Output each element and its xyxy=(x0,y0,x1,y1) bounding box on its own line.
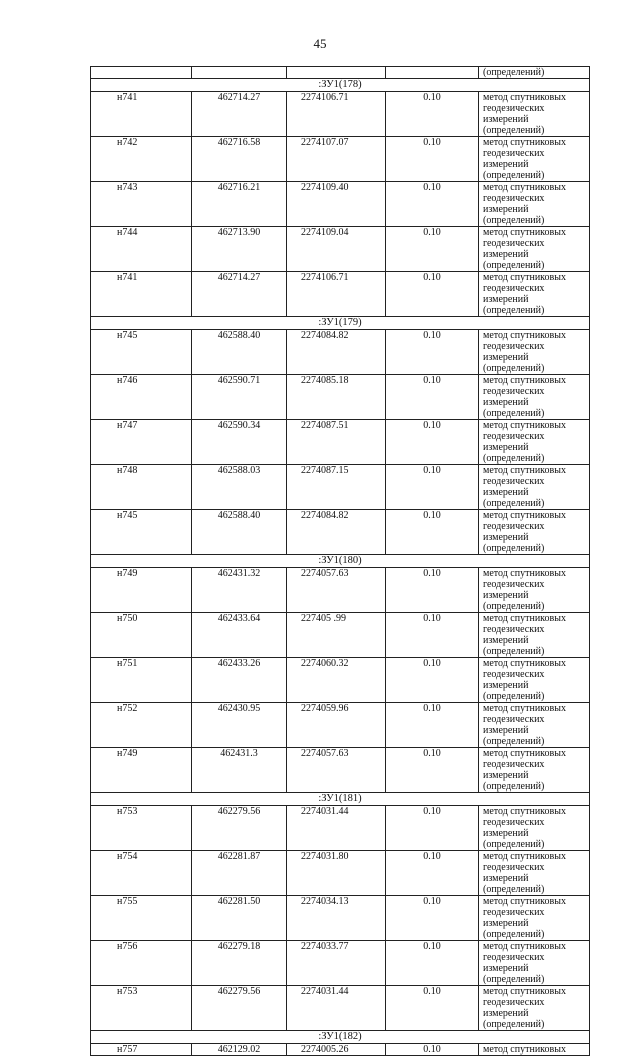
error-cell: 0.10 xyxy=(386,420,479,465)
x-cell: 462279.56 xyxy=(192,986,287,1031)
y-cell: 2274033.77 xyxy=(287,941,386,986)
method-cell xyxy=(479,137,590,182)
method-line: метод спутниковых xyxy=(483,568,566,579)
table-row xyxy=(91,851,590,896)
point-cell: н742 xyxy=(91,137,192,182)
method-cell xyxy=(479,227,590,272)
table-row xyxy=(91,613,590,658)
method-line: метод спутниковых xyxy=(483,613,566,624)
method-line: геодезических измерений xyxy=(483,238,545,260)
y-cell: 2274084.82 xyxy=(287,510,386,555)
y-cell xyxy=(287,67,386,79)
point-cell: н745 xyxy=(91,330,192,375)
error-cell: 0.10 xyxy=(386,375,479,420)
error-cell: 0.10 xyxy=(386,986,479,1031)
y-cell: 2274031.44 xyxy=(287,806,386,851)
x-cell: 462281.87 xyxy=(192,851,287,896)
method-line: метод спутниковых xyxy=(483,375,566,386)
y-cell: 2274107.07 xyxy=(287,137,386,182)
error-cell: 0.10 xyxy=(386,568,479,613)
x-cell: 462588.40 xyxy=(192,330,287,375)
point-cell xyxy=(91,67,192,79)
method-line: (определений) xyxy=(483,125,545,136)
table-row xyxy=(91,92,590,137)
error-cell: 0.10 xyxy=(386,748,479,793)
table-row xyxy=(91,375,590,420)
method-cell xyxy=(479,420,590,465)
table-row xyxy=(91,137,590,182)
point-cell: н750 xyxy=(91,613,192,658)
error-cell: 0.10 xyxy=(386,182,479,227)
x-cell: 462713.90 xyxy=(192,227,287,272)
error-cell: 0.10 xyxy=(386,613,479,658)
point-cell: н753 xyxy=(91,806,192,851)
table-row xyxy=(91,1044,590,1056)
method-line: геодезических измерений xyxy=(483,386,545,408)
method-line: метод спутниковых xyxy=(483,658,566,669)
method-line: (определений) xyxy=(483,1019,545,1030)
method-line: (определений) xyxy=(483,884,545,895)
y-cell: 2274031.44 xyxy=(287,986,386,1031)
point-cell: н749 xyxy=(91,748,192,793)
point-cell: н757 xyxy=(91,1044,192,1056)
x-cell: 462590.34 xyxy=(192,420,287,465)
page-number: 45 xyxy=(313,36,327,51)
x-cell: 462716.21 xyxy=(192,182,287,227)
section-title: :ЗУ1(182) xyxy=(91,1031,590,1044)
method-line: геодезических измерений xyxy=(483,669,545,691)
method-cell xyxy=(479,748,590,793)
point-cell: н755 xyxy=(91,896,192,941)
table-row xyxy=(91,272,590,317)
error-cell: 0.10 xyxy=(386,806,479,851)
method-line: геодезических измерений xyxy=(483,103,545,125)
x-cell: 462431.32 xyxy=(192,568,287,613)
method-line: геодезических измерений xyxy=(483,431,545,453)
section-header-row xyxy=(91,1031,590,1044)
table-row xyxy=(91,703,590,748)
method-line: (определений) xyxy=(483,601,545,612)
method-line: (определений) xyxy=(483,453,545,464)
section-header-row xyxy=(91,555,590,568)
table-row xyxy=(91,330,590,375)
y-cell: 2274057.63 xyxy=(287,748,386,793)
section-title: :ЗУ1(178) xyxy=(91,79,590,92)
method-line: (определений) xyxy=(483,646,545,657)
x-cell: 462129.02 xyxy=(192,1044,287,1056)
table-row xyxy=(91,510,590,555)
y-cell: 2274087.51 xyxy=(287,420,386,465)
method-cell xyxy=(479,896,590,941)
method-line: метод спутниковых xyxy=(483,420,566,431)
y-cell: 2274109.40 xyxy=(287,182,386,227)
method-line: геодезических измерений xyxy=(483,759,545,781)
method-line: геодезических измерений xyxy=(483,907,545,929)
table-row xyxy=(91,568,590,613)
error-cell: 0.10 xyxy=(386,137,479,182)
point-cell: н747 xyxy=(91,420,192,465)
method-line: геодезических измерений xyxy=(483,521,545,543)
method-line: (определений) xyxy=(483,498,545,509)
table-row xyxy=(91,896,590,941)
x-cell: 462279.18 xyxy=(192,941,287,986)
table-row xyxy=(91,182,590,227)
method-line: (определений) xyxy=(483,839,545,850)
method-line: геодезических измерений xyxy=(483,341,545,363)
error-cell: 0.10 xyxy=(386,941,479,986)
table-row-continuation xyxy=(91,67,590,79)
x-cell: 462433.64 xyxy=(192,613,287,658)
y-cell: 2274034.13 xyxy=(287,896,386,941)
method-cell xyxy=(479,703,590,748)
section-header-row xyxy=(91,793,590,806)
x-cell: 462588.40 xyxy=(192,510,287,555)
method-line: геодезических измерений xyxy=(483,997,545,1019)
method-line: (определений) xyxy=(483,736,545,747)
method-line: метод спутниковых xyxy=(483,806,566,817)
method-line: метод спутниковых xyxy=(483,941,566,952)
method-line: геодезических измерений xyxy=(483,283,545,305)
method-line: (определений) xyxy=(483,929,545,940)
y-cell: 227405 .99 xyxy=(287,613,386,658)
method-line: метод спутниковых xyxy=(483,851,566,862)
method-cell xyxy=(479,510,590,555)
section-header-row xyxy=(91,317,590,330)
point-cell: н741 xyxy=(91,272,192,317)
method-line: метод спутниковых xyxy=(483,330,566,341)
y-cell: 2274060.32 xyxy=(287,658,386,703)
method-line: метод спутниковых xyxy=(483,272,566,283)
table-row xyxy=(91,806,590,851)
coordinates-table-body xyxy=(91,67,590,1056)
method-cell: (определений) xyxy=(479,67,590,79)
method-line: (определений) xyxy=(483,691,545,702)
coordinates-table xyxy=(90,66,590,1056)
y-cell: 2274109.04 xyxy=(287,227,386,272)
method-cell xyxy=(479,851,590,896)
table-row xyxy=(91,986,590,1031)
y-cell: 2274106.71 xyxy=(287,92,386,137)
x-cell: 462431.3 xyxy=(192,748,287,793)
x-cell: 462430.95 xyxy=(192,703,287,748)
method-line: метод спутниковых xyxy=(483,748,566,759)
table-row xyxy=(91,227,590,272)
section-title: :ЗУ1(180) xyxy=(91,555,590,568)
table-row xyxy=(91,941,590,986)
y-cell: 2274059.96 xyxy=(287,703,386,748)
method-line: метод спутниковых xyxy=(483,92,566,103)
method-line: (определений) xyxy=(483,305,545,316)
method-line: метод спутниковых xyxy=(483,703,566,714)
method-line: геодезических измерений xyxy=(483,714,545,736)
method-line: (определений) xyxy=(483,408,545,419)
point-cell: н743 xyxy=(91,182,192,227)
method-line: геодезических измерений xyxy=(483,862,545,884)
method-line: метод спутниковых xyxy=(483,510,566,521)
method-line: геодезических измерений xyxy=(483,579,545,601)
error-cell: 0.10 xyxy=(386,510,479,555)
point-cell: н745 xyxy=(91,510,192,555)
method-cell xyxy=(479,92,590,137)
error-cell: 0.10 xyxy=(386,703,479,748)
x-cell: 462279.56 xyxy=(192,806,287,851)
method-line: метод спутниковых xyxy=(483,227,566,238)
y-cell: 2274057.63 xyxy=(287,568,386,613)
x-cell: 462433.26 xyxy=(192,658,287,703)
point-cell: н756 xyxy=(91,941,192,986)
y-cell: 2274106.71 xyxy=(287,272,386,317)
method-cell xyxy=(479,613,590,658)
error-cell: 0.10 xyxy=(386,92,479,137)
method-line: метод спутниковых xyxy=(483,465,566,476)
point-cell: н741 xyxy=(91,92,192,137)
error-cell: 0.10 xyxy=(386,896,479,941)
point-cell: н749 xyxy=(91,568,192,613)
x-cell: 462716.58 xyxy=(192,137,287,182)
x-cell: 462714.27 xyxy=(192,92,287,137)
y-cell: 2274005.26 xyxy=(287,1044,386,1056)
method-line: (определений) xyxy=(483,543,545,554)
x-cell: 462590.71 xyxy=(192,375,287,420)
point-cell: н753 xyxy=(91,986,192,1031)
error-cell: 0.10 xyxy=(386,272,479,317)
x-cell: 462281.50 xyxy=(192,896,287,941)
method-cell xyxy=(479,806,590,851)
point-cell: н754 xyxy=(91,851,192,896)
method-line: (определений) xyxy=(483,974,545,985)
method-line: геодезических измерений xyxy=(483,148,545,170)
method-line: геодезических измерений xyxy=(483,193,545,215)
y-cell: 2274087.15 xyxy=(287,465,386,510)
section-title: :ЗУ1(179) xyxy=(91,317,590,330)
y-cell: 2274031.80 xyxy=(287,851,386,896)
method-line: метод спутниковых xyxy=(483,986,566,997)
method-cell xyxy=(479,465,590,510)
error-cell: 0.10 xyxy=(386,227,479,272)
point-cell: н751 xyxy=(91,658,192,703)
method-line: (определений) xyxy=(483,781,545,792)
method-line: геодезических измерений xyxy=(483,952,545,974)
y-cell: 2274085.18 xyxy=(287,375,386,420)
method-cell xyxy=(479,330,590,375)
method-line: (определений) xyxy=(483,215,545,226)
method-line: (определений) xyxy=(483,260,545,271)
error-cell: 0.10 xyxy=(386,658,479,703)
method-cell xyxy=(479,986,590,1031)
method-cell xyxy=(479,272,590,317)
table-row xyxy=(91,465,590,510)
x-cell: 462714.27 xyxy=(192,272,287,317)
method-cell xyxy=(479,658,590,703)
method-cell xyxy=(479,941,590,986)
method-cell xyxy=(479,182,590,227)
point-cell: н746 xyxy=(91,375,192,420)
method-cell xyxy=(479,375,590,420)
method-cell xyxy=(479,1044,590,1056)
method-line: геодезических измерений xyxy=(483,624,545,646)
method-line: (определений) xyxy=(483,170,545,181)
method-cell xyxy=(479,568,590,613)
method-line: метод спутниковых xyxy=(483,137,566,148)
method-line: метод спутниковых xyxy=(483,1044,566,1055)
error-cell xyxy=(386,67,479,79)
point-cell: н744 xyxy=(91,227,192,272)
point-cell: н752 xyxy=(91,703,192,748)
table-row xyxy=(91,748,590,793)
x-cell: 462588.03 xyxy=(192,465,287,510)
error-cell: 0.10 xyxy=(386,851,479,896)
error-cell: 0.10 xyxy=(386,465,479,510)
table-row xyxy=(91,420,590,465)
point-cell: н748 xyxy=(91,465,192,510)
method-line: метод спутниковых xyxy=(483,182,566,193)
method-line: геодезических измерений xyxy=(483,476,545,498)
section-header-row xyxy=(91,79,590,92)
table-row xyxy=(91,658,590,703)
error-cell: 0.10 xyxy=(386,330,479,375)
x-cell xyxy=(192,67,287,79)
method-line: метод спутниковых xyxy=(483,896,566,907)
section-title: :ЗУ1(181) xyxy=(91,793,590,806)
y-cell: 2274084.82 xyxy=(287,330,386,375)
method-line: геодезических измерений xyxy=(483,817,545,839)
method-line: (определений) xyxy=(483,363,545,374)
error-cell: 0.10 xyxy=(386,1044,479,1056)
